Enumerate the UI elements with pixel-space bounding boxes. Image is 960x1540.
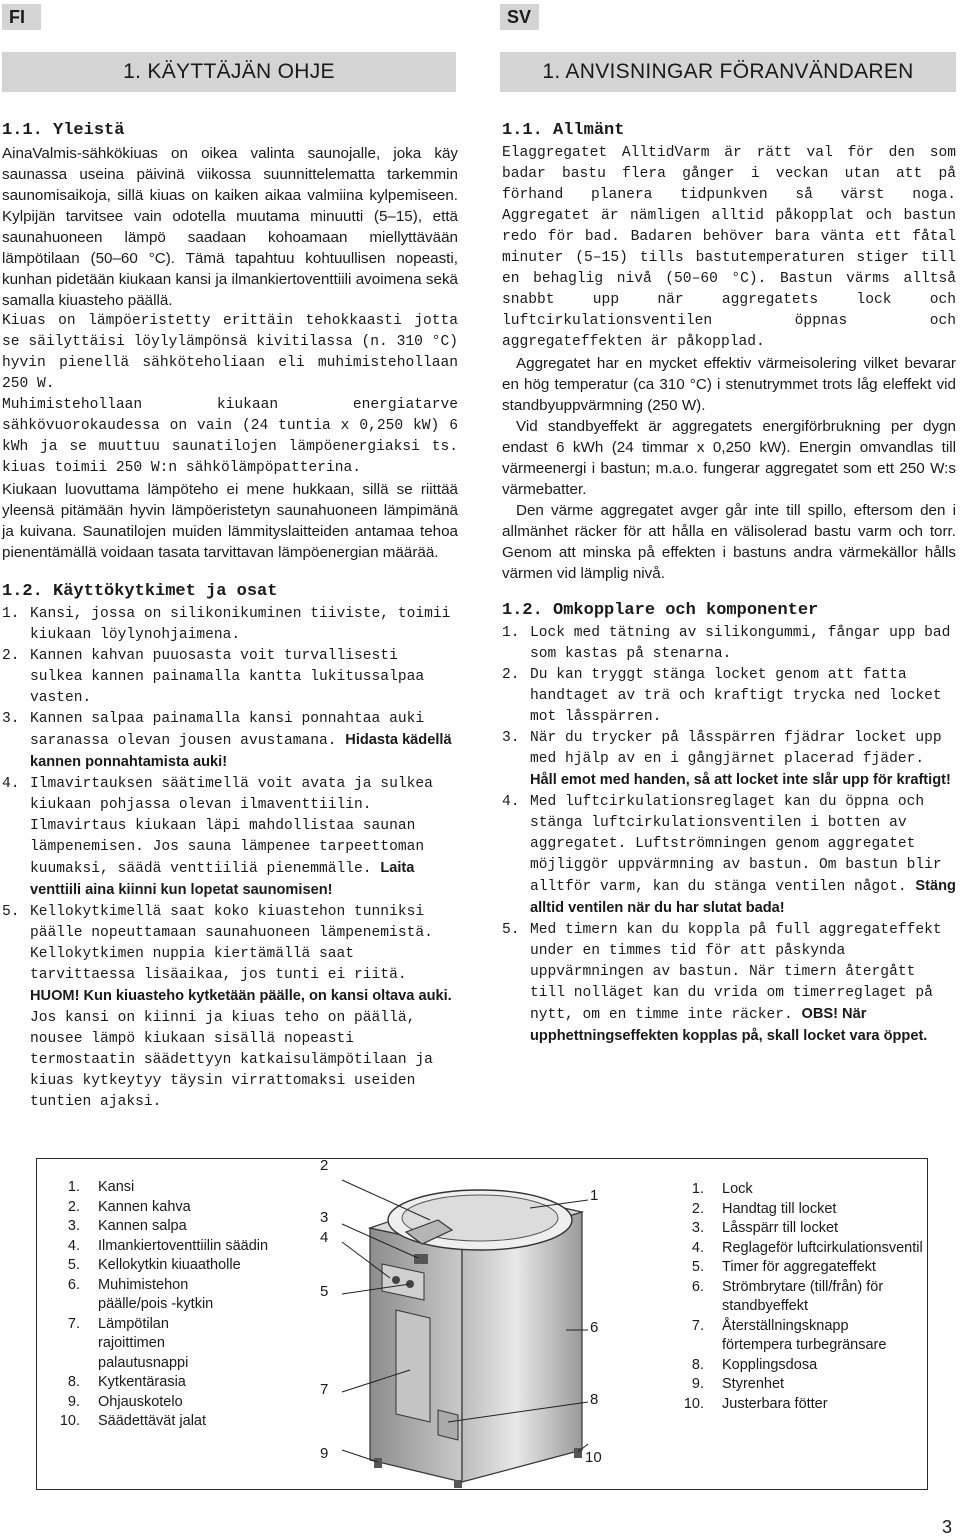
paragraph: Den värme aggregatet avger går inte till spillo, eftersom den i allmänhet räcker för att hålla en välisolerad bastu varm och torr. Genom att minska på effekten i bastuns andra värmekällor hålls värmen vid lämplig nivå.: [502, 502, 956, 582]
callout-label: 6: [590, 1319, 599, 1336]
callout-label: 2: [320, 1157, 329, 1174]
list-item: 2. Du kan tryggt stänga locket genom att fatta handtaget av trä och kraftigt trycka ned locket mot låsspärren.: [502, 667, 942, 725]
list-item: 3. När du trycker på låsspärren fjädrar locket upp med hjälp av en i gångjärnet placerad fjäder. Håll emot med handen, så att locket inte slår upp för kraftigt!: [502, 730, 951, 788]
paragraph: Vid standbyeffekt är aggregatets energiförbrukning per dygn endast 6 kWh (24 timmar x 0,250 kW). Energin omvandlas till värmeenergi i bastun; m.a.o. fungerar aggregatet som ett 250 W:s värmebatter.: [502, 418, 956, 498]
legend-item: 6. Muhimistehon päälle/pois -kytkin: [67, 1276, 214, 1312]
column-fi: [2, 120, 458, 1113]
legend-item: 8. Kopplingsdosa: [691, 1356, 818, 1373]
legend-item: 4. Reglageför luftcirkulationsventil: [691, 1239, 923, 1256]
legend-item: 9. Styrenhet: [691, 1376, 785, 1392]
legend-item: 1. Kansi: [67, 1179, 135, 1195]
section-heading: 1.1. Yleistä: [2, 121, 125, 140]
paragraph: Kiukaan luovuttama lämpöteho ei mene hukkaan, sillä se riittää yleensä pitämään hyvin lämpöeristetyn saunahuoneen lämpimänä ja kuivana. Saunatilojen muiden lämmityslaitteiden antamaa tehoa pienentämällä voidaan tasata tarvittavan lämpöenergian määrää.: [2, 481, 458, 561]
legend-item: 4. Ilmankiertoventtiilin säädin: [67, 1237, 269, 1254]
list-item: 3. Kannen salpaa painamalla kansi ponnahtaa auki saranassa olevan jousen avustamana. Hidasta kädellä kannen ponnahtamista auki!: [2, 711, 452, 770]
parts-list: [2, 604, 458, 1113]
list-item: 1. Lock med tätning av silikongummi, fångar upp bad som kastas på stenarna.: [502, 625, 951, 662]
list-item: 1. Kansi, jossa on silikonikuminen tiiviste, toimii kiukaan löylynohjaimena.: [2, 606, 451, 643]
legend-sv: [676, 1180, 923, 1414]
legend-item: 5. Timer för aggregateffekt: [691, 1259, 876, 1275]
legend-fi: [52, 1178, 292, 1432]
callout-label: 5: [320, 1283, 329, 1300]
callout-label: 9: [320, 1445, 329, 1462]
column-sv: [502, 120, 956, 1048]
language-tag-fi: FI: [2, 4, 41, 30]
legend-item: 1. Lock: [691, 1181, 753, 1197]
list-item: 5. Med timern kan du koppla på full aggregateffekt under en timmes tid för att påskynda uppvärmningen av bastun. När timern återgått till nolläget kan du vrida om timerreglaget på nytt, om en timme inte räcker. OBS! När upphettningseffekten kopplas på, skall locket vara öppet.: [502, 922, 942, 1044]
legend-item: 8. Kytkentärasia: [67, 1374, 186, 1390]
parts-list: [502, 623, 956, 1048]
paragraph: Muhimistehollaan kiukaan energiatarve sähkövuorokaudessa on vain (24 tuntia x 0,250 kW) 6 kWh ja se muuttuu saunatilojen lämpöenergiaksi ts. kiuas toimii 250 W:n sähkölämpöpatterina.: [2, 397, 458, 476]
legend-item: 2. Handtag till locket: [691, 1200, 837, 1217]
paragraph: Aggregatet har en mycket effektiv värmeisolering vilket bevarar en hög temperatur (ca 310 °C) i stenutrymmet trots låg eleffekt vid standbyuppvärmning (250 W).: [502, 355, 956, 414]
paragraph: AinaValmis-sähkökiuas on oikea valinta saunojalle, joka käy saunassa useina päivinä viikossa suunnittelematta tarkemmin saunomisaikoja, sillä kiuas on kaiken aikaa valmiina kylpemiseen. Kylpijän tarvitsee vain odotella muutama minuutti (5–15), että saunahuoneen lämpö saadaan kohoamaan miellyttävään lämpötilaan (50–60 °C). Tämä tapahtuu kohtuullisen nopeasti, kunhan pidetään kiukaan kansi ja ilmankiertoventtiili avoimena sekä samalla kiuasteho päällä.: [2, 145, 458, 309]
list-item: 4. Med luftcirkulationsreglaget kan du öppna och stänga luftcirkulationsventilen i botten av aggregatet. Luftströmningen genom aggregatet möjliggör uppvärmning av bastun. Om bastun blir alltför varm, kan du stänga ventilen något. Stäng alltid ventilen när du har slutat bada!: [502, 794, 956, 916]
list-item: 4. Ilmavirtauksen säätimellä voit avata ja sulkea kiukaan pohjassa olevan ilmaventtiilin. Ilmavirtaus kiukaan läpi mahdollistaa saunan lämpenemisen. Jos sauna lämpenee tarpeettoman kuumaksi, säädä venttiiliä pienemmälle. Laita venttiili aina kiinni kun lopetat saunomisen!: [2, 776, 433, 898]
callout-label: 1: [590, 1187, 599, 1204]
callout-label: 7: [320, 1381, 329, 1398]
legend-item: 9. Ohjauskotelo: [67, 1393, 183, 1410]
language-tag-sv: SV: [500, 4, 539, 30]
legend-item: 5. Kellokytkin kiuaatholle: [67, 1257, 241, 1273]
legend-item: 6. Strömbrytare (till/från) för standbyeffekt: [691, 1278, 884, 1314]
legend-item: 7. Lämpötilan rajoittimen palautusnappi: [67, 1315, 189, 1371]
page-number: 3: [941, 1517, 952, 1537]
sauna-heater-illustration: [330, 1160, 630, 1490]
callout-label: 4: [320, 1229, 329, 1246]
section-heading: 1.2. Käyttökytkimet ja osat: [2, 582, 278, 601]
callout-label: 8: [590, 1391, 599, 1408]
legend-item: 10. Säädettävät jalat: [59, 1413, 207, 1429]
legend-item: 10. Justerbara fötter: [683, 1395, 828, 1412]
legend-item: 2. Kannen kahva: [67, 1198, 191, 1215]
page-title-fi: 1. KÄYTTÄJÄN OHJE: [2, 52, 456, 92]
list-item: 5. Kellokytkimellä saat koko kiuastehon tunniksi päälle nopeuttamaan saunahuoneen lämpenemistä. Kellokytkimen nuppia kiertämällä saat tarvittaessa lisäaikaa, jos tunti ei riitä. HUOM! Kun kiuasteho kytketään päälle, on kansi oltava auki. Jos kansi on kiinni ja kiuas teho on päällä, nousee lämpö kiukaan sisällä nopeasti termostaatin säädettyyn katkaisulämpötilaan ja kiuas kytkeytyy täysin virrattomaksi useiden tuntien ajaksi.: [2, 904, 452, 1110]
list-item: 2. Kannen kahvan puuosasta voit turvallisesti sulkea kannen painamalla kantta lukitussalpaa vasten.: [2, 648, 425, 706]
paragraph: Elaggregatet AlltidVarm är rätt val för den som badar bastu flera gånger i veckan utan att på förhand planera tidpunkven så värst noga. Aggregatet är nämligen alltid påkopplat och bastun redo för bad. Badaren behöver bara vänta ett fåtal minuter (5–15) tills bastutemperaturen stiger till en behaglig nivå (50–60 °C). Bastun värms alltså snabbt upp när aggregatets lock och luftcirkulationsventilen öppnas och aggregateffekten är påkopplad.: [502, 145, 956, 350]
page-title-sv: 1. ANVISNINGAR FÖRANVÄNDAREN: [500, 52, 956, 92]
legend-item: 3. Kannen salpa: [67, 1218, 187, 1234]
callout-label: 10: [585, 1449, 602, 1466]
legend-item: 3. Låsspärr till locket: [691, 1220, 839, 1236]
callout-label: 3: [320, 1209, 329, 1226]
paragraph: Kiuas on lämpöeristetty erittäin tehokkaasti jotta se säilyttäisi löylylämpönsä kivitilassa (n. 310 °C) hyvin pienellä sähköteholiaan eli muhimistehollaan 250 W.: [2, 313, 458, 392]
section-heading: 1.2. Omkopplare och komponenter: [502, 601, 819, 620]
legend-item: 7. Återställningsknapp förtempera turbegränsare: [691, 1317, 887, 1353]
section-heading: 1.1. Allmänt: [502, 121, 625, 140]
